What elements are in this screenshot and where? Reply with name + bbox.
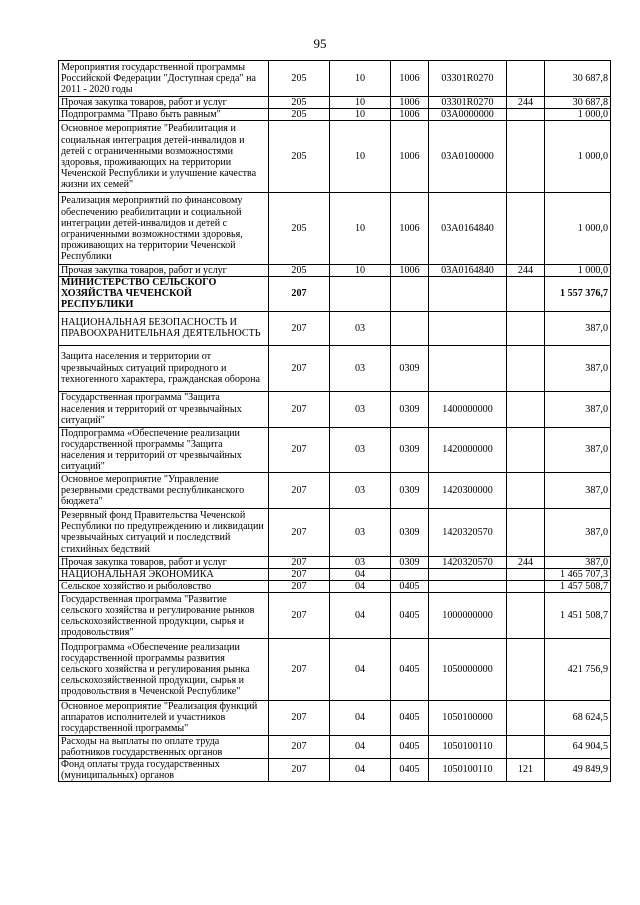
cell-vr: 244 (507, 265, 545, 277)
cell-pr: 0405 (391, 701, 429, 735)
cell-sum: 1 000,0 (545, 121, 611, 193)
cell-pr: 0309 (391, 472, 429, 508)
cell-csr: 03А0100000 (429, 121, 507, 193)
cell-pr: 1006 (391, 265, 429, 277)
cell-csr: 03301R0270 (429, 97, 507, 109)
cell-vr (507, 639, 545, 701)
cell-ved: 207 (269, 311, 330, 345)
cell-csr (429, 277, 507, 311)
cell-sum: 387,0 (545, 556, 611, 568)
cell-sum: 30 687,8 (545, 97, 611, 109)
cell-pr (391, 311, 429, 345)
cell-vr (507, 391, 545, 427)
cell-ved: 207 (269, 581, 330, 593)
cell-name: Основное мероприятие "Реализация функций аппаратов исполнителей и участников государственной программы" (59, 701, 269, 735)
cell-ved: 205 (269, 97, 330, 109)
cell-name: Прочая закупка товаров, работ и услуг (59, 265, 269, 277)
cell-name: Прочая закупка товаров, работ и услуг (59, 97, 269, 109)
cell-ved: 207 (269, 277, 330, 311)
cell-csr: 1000000000 (429, 593, 507, 639)
cell-rz: 04 (330, 593, 391, 639)
table-row (59, 97, 611, 109)
cell-rz: 03 (330, 345, 391, 391)
cell-rz: 10 (330, 61, 391, 97)
cell-sum: 30 687,8 (545, 61, 611, 97)
cell-vr: 121 (507, 758, 545, 781)
cell-ved: 205 (269, 193, 330, 265)
table-row (59, 701, 611, 735)
cell-ved: 207 (269, 593, 330, 639)
cell-rz: 03 (330, 472, 391, 508)
cell-ved: 207 (269, 701, 330, 735)
cell-vr (507, 109, 545, 121)
cell-ved: 207 (269, 556, 330, 568)
cell-sum: 387,0 (545, 311, 611, 345)
cell-name: Прочая закупка товаров, работ и услуг (59, 556, 269, 568)
cell-vr (507, 61, 545, 97)
cell-name: Государственная программа "Защита населения и территорий от чрезвычайных ситуаций" (59, 391, 269, 427)
table-row (59, 593, 611, 639)
cell-sum: 68 624,5 (545, 701, 611, 735)
cell-name: Подпрограмма «Обеспечение реализации государственной программы "Защита населения и территорий от чрезвычайных ситуаций" (59, 427, 269, 472)
cell-ved: 207 (269, 639, 330, 701)
cell-vr (507, 472, 545, 508)
table-row (59, 735, 611, 758)
cell-vr (507, 193, 545, 265)
cell-rz: 03 (330, 508, 391, 556)
table-row (59, 61, 611, 97)
table-row (59, 121, 611, 193)
cell-name: НАЦИОНАЛЬНАЯ ЭКОНОМИКА (59, 569, 269, 581)
cell-name: Мероприятия государственной программы Российской Федерации "Доступная среда" на 2011 - 2020 годы (59, 61, 269, 97)
cell-rz: 04 (330, 569, 391, 581)
table-row (59, 758, 611, 781)
cell-csr: 1420300000 (429, 472, 507, 508)
cell-sum: 387,0 (545, 472, 611, 508)
cell-name: Государственная программа "Развитие сельского хозяйства и регулирование рынков сельскохозяйственной продукции, сырья и продовольствия" (59, 593, 269, 639)
cell-pr: 1006 (391, 193, 429, 265)
cell-csr: 1420320570 (429, 556, 507, 568)
cell-csr (429, 581, 507, 593)
cell-sum: 1 000,0 (545, 193, 611, 265)
cell-vr (507, 569, 545, 581)
cell-name: Подпрограмма «Обеспечение реализации государственной программы развития сельского хозяйства и регулирования рынка сельскохозяйственной продукции, сырья и продовольствия в Чеченской Республике" (59, 639, 269, 701)
cell-name: Резервный фонд Правительства Чеченской Республики по предупреждению и ликвидации чрезвычайных ситуаций и последствий стихийных бедствий (59, 508, 269, 556)
page-number: 95 (313, 36, 327, 51)
cell-ved: 205 (269, 121, 330, 193)
cell-vr (507, 701, 545, 735)
cell-csr (429, 311, 507, 345)
cell-ved: 207 (269, 472, 330, 508)
cell-vr (507, 311, 545, 345)
cell-name: Защита населения и территории от чрезвычайных ситуаций природного и техногенного характера, гражданская оборона (59, 345, 269, 391)
cell-name: Расходы на выплаты по оплате труда работников государственных органов (59, 735, 269, 758)
cell-sum: 1 451 508,7 (545, 593, 611, 639)
cell-rz (330, 277, 391, 311)
cell-ved: 207 (269, 427, 330, 472)
cell-vr (507, 277, 545, 311)
cell-pr: 0405 (391, 593, 429, 639)
cell-csr: 1420320570 (429, 508, 507, 556)
table-row (59, 391, 611, 427)
cell-vr (507, 735, 545, 758)
cell-ved: 207 (269, 735, 330, 758)
cell-sum: 1 457 508,7 (545, 581, 611, 593)
cell-rz: 10 (330, 97, 391, 109)
cell-csr: 1050000000 (429, 639, 507, 701)
cell-ved: 207 (269, 508, 330, 556)
cell-ved: 205 (269, 109, 330, 121)
cell-ved: 205 (269, 61, 330, 97)
cell-csr: 03А0164840 (429, 193, 507, 265)
table-row (59, 109, 611, 121)
cell-sum: 421 756,9 (545, 639, 611, 701)
cell-csr: 1050100000 (429, 701, 507, 735)
cell-name: Фонд оплаты труда государственных (муниципальных) органов (59, 758, 269, 781)
cell-name: Подпрограмма "Право быть равным" (59, 109, 269, 121)
cell-sum: 64 904,5 (545, 735, 611, 758)
cell-rz: 10 (330, 193, 391, 265)
cell-pr: 0309 (391, 556, 429, 568)
cell-sum: 387,0 (545, 391, 611, 427)
cell-rz: 03 (330, 556, 391, 568)
cell-pr: 0309 (391, 391, 429, 427)
cell-ved: 207 (269, 391, 330, 427)
cell-pr: 1006 (391, 121, 429, 193)
table-row (59, 193, 611, 265)
cell-pr: 0309 (391, 508, 429, 556)
cell-rz: 03 (330, 427, 391, 472)
cell-pr: 1006 (391, 61, 429, 97)
cell-rz: 10 (330, 109, 391, 121)
cell-vr (507, 593, 545, 639)
table-row (59, 265, 611, 277)
cell-sum: 387,0 (545, 508, 611, 556)
cell-name: Основное мероприятие "Реабилитация и социальная интеграция детей-инвалидов и детей с ограниченными возможностями здоровья, проживающих на территории Чеченской Республики и улучшение качества жизни их семей" (59, 121, 269, 193)
table-row (59, 508, 611, 556)
cell-sum: 387,0 (545, 345, 611, 391)
table-row (59, 556, 611, 568)
cell-pr: 0309 (391, 345, 429, 391)
cell-ved: 207 (269, 345, 330, 391)
cell-vr: 244 (507, 97, 545, 109)
cell-name: НАЦИОНАЛЬНАЯ БЕЗОПАСНОСТЬ И ПРАВООХРАНИТЕЛЬНАЯ ДЕЯТЕЛЬНОСТЬ (59, 311, 269, 345)
cell-sum: 1 557 376,7 (545, 277, 611, 311)
cell-csr (429, 345, 507, 391)
table-row (59, 639, 611, 701)
cell-pr: 0405 (391, 581, 429, 593)
cell-name: Сельское хозяйство и рыболовство (59, 581, 269, 593)
cell-pr: 1006 (391, 109, 429, 121)
cell-csr (429, 569, 507, 581)
cell-rz: 04 (330, 758, 391, 781)
cell-vr (507, 345, 545, 391)
cell-ved: 205 (269, 265, 330, 277)
cell-csr: 03301R0270 (429, 61, 507, 97)
cell-sum: 1 000,0 (545, 109, 611, 121)
cell-csr: 03А0000000 (429, 109, 507, 121)
table-row (59, 581, 611, 593)
cell-sum: 1 465 707,3 (545, 569, 611, 581)
cell-vr (507, 508, 545, 556)
cell-pr: 1006 (391, 97, 429, 109)
cell-rz: 04 (330, 639, 391, 701)
cell-rz: 10 (330, 265, 391, 277)
cell-csr: 1400000000 (429, 391, 507, 427)
table-row (59, 345, 611, 391)
cell-name: Реализация мероприятий по финансовому обеспечению реабилитации и социальной интеграции детей-инвалидов и детей с ограниченными возможностями здоровья, проживающих на территории Чеченской Республики (59, 193, 269, 265)
cell-ved: 207 (269, 758, 330, 781)
cell-rz: 10 (330, 121, 391, 193)
cell-rz: 04 (330, 581, 391, 593)
cell-vr (507, 427, 545, 472)
cell-pr: 0309 (391, 427, 429, 472)
cell-ved: 207 (269, 569, 330, 581)
cell-sum: 1 000,0 (545, 265, 611, 277)
cell-rz: 04 (330, 701, 391, 735)
cell-name: МИНИСТЕРСТВО СЕЛЬСКОГО ХОЗЯЙСТВА ЧЕЧЕНСКОЙ РЕСПУБЛИКИ (59, 277, 269, 311)
cell-csr: 03А0164840 (429, 265, 507, 277)
cell-name: Основное мероприятие "Управление резервными средствами республиканского бюджета" (59, 472, 269, 508)
cell-pr (391, 569, 429, 581)
cell-vr (507, 121, 545, 193)
budget-table (58, 60, 611, 782)
cell-pr: 0405 (391, 639, 429, 701)
cell-vr (507, 581, 545, 593)
cell-rz: 03 (330, 391, 391, 427)
cell-csr: 1420000000 (429, 427, 507, 472)
cell-pr: 0405 (391, 735, 429, 758)
cell-sum: 387,0 (545, 427, 611, 472)
cell-vr: 244 (507, 556, 545, 568)
cell-rz: 03 (330, 311, 391, 345)
cell-rz: 04 (330, 735, 391, 758)
cell-sum: 49 849,9 (545, 758, 611, 781)
table-row (59, 569, 611, 581)
table-row (59, 427, 611, 472)
cell-pr (391, 277, 429, 311)
table-row (59, 277, 611, 311)
cell-pr: 0405 (391, 758, 429, 781)
table-row (59, 311, 611, 345)
table-row (59, 472, 611, 508)
cell-csr: 1050100110 (429, 735, 507, 758)
cell-csr: 1050100110 (429, 758, 507, 781)
